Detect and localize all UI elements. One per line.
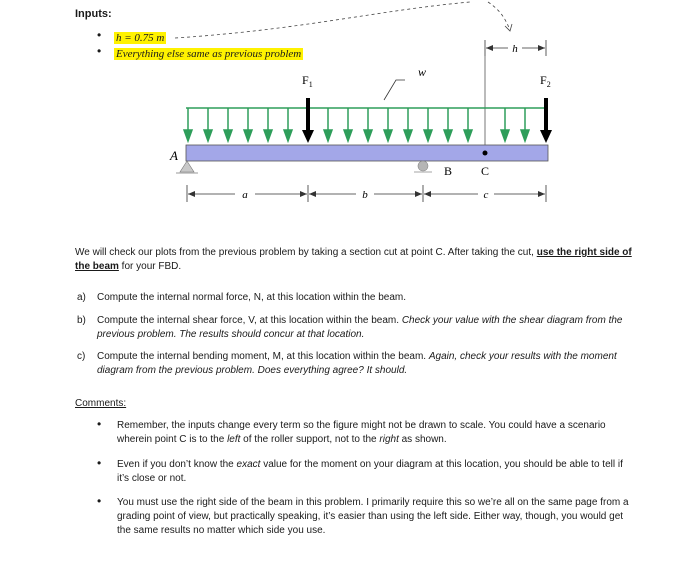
question-marker-b: b)	[77, 315, 86, 326]
question-b-text: Compute the internal shear force, V, at this location within the beam.	[97, 315, 402, 326]
w-leader	[384, 80, 405, 100]
h-label: h	[512, 43, 518, 55]
c-dim-arrow-right	[538, 191, 545, 197]
f2-arrow-head	[540, 130, 552, 143]
question-b	[97, 314, 627, 342]
f2-label: $F_2$	[540, 73, 551, 89]
comment-item-1	[117, 419, 629, 447]
question-c-text: Compute the internal bending moment, M, at this location within the beam.	[97, 351, 429, 362]
c-dim-arrow-left	[424, 191, 431, 197]
b-point-label: B	[444, 164, 453, 178]
comment-1-italic-right: right	[379, 434, 399, 445]
pin-support-a	[180, 161, 194, 172]
comment-2-text-2: value for the moment on your diagram at this location, you should be able to tell if it’s close or not.	[117, 459, 623, 484]
question-marker-a: a)	[77, 292, 86, 303]
a-point-label: A	[170, 148, 178, 163]
callout-arrowhead	[505, 24, 512, 31]
f1-arrow-head	[302, 130, 314, 143]
question-a	[97, 291, 627, 305]
comment-3-text: You must use the right side of the beam in this problem. I primarily require this so we’re all on the same page from a grading point of view, but practically speaking, it’s easier than using the left side. Either way, though, you would get the same results no matter which side you use.	[117, 497, 629, 536]
w-label: w	[418, 65, 427, 79]
intro-emphasis: use the right side of the beam	[75, 247, 632, 272]
callout-curve	[175, 2, 470, 38]
intro-paragraph	[75, 246, 635, 274]
comment-1-italic-left: left	[227, 434, 241, 445]
a-dim-arrow-right	[300, 191, 307, 197]
point-c-marker	[483, 151, 488, 156]
inputs-heading: Inputs:	[75, 8, 112, 20]
input-item-else-text: Everything else same as previous problem	[116, 48, 302, 60]
comment-2-text: Even if you don’t know the	[117, 459, 237, 470]
comment-1-text-2: of the roller support, not to the	[240, 434, 380, 445]
bullet-icon: •	[97, 456, 102, 470]
intro-text-after: for your FBD.	[118, 261, 182, 272]
c-dim-label: c	[483, 189, 489, 201]
question-c	[97, 350, 627, 378]
h-dim-arrow-left	[486, 45, 493, 51]
comment-item-2	[117, 458, 629, 486]
beam	[186, 145, 548, 161]
b-dim-label: b	[362, 189, 368, 201]
roller-support-b	[418, 161, 428, 171]
bullet-icon: •	[97, 494, 102, 508]
question-a-text: Compute the internal normal force, N, at this location within the beam.	[97, 292, 407, 303]
input-item-h-text: h = 0.75 m	[116, 32, 165, 44]
beam-figure	[0, 0, 700, 215]
question-c-italic: Again, check your results with the moment diagram from the previous problem. Does everything agree? It should.	[97, 351, 617, 376]
comment-item-3	[117, 496, 629, 538]
f1-label: $F_1$	[302, 73, 313, 89]
bullet-icon: •	[97, 44, 102, 58]
distributed-load-arrows	[184, 108, 529, 141]
question-b-italic: Check your value with the shear diagram from the previous problem. The results should concur at that location.	[97, 315, 623, 340]
b-dim-arrow-right	[415, 191, 422, 197]
h-dim-arrow-right	[538, 45, 545, 51]
intro-text: We will check our plots from the previous problem by taking a section cut at point C. After taking the cut,	[75, 247, 537, 258]
comment-1-text-3: as shown.	[398, 434, 447, 445]
a-dim-arrow-left	[188, 191, 195, 197]
callout-curve-right	[488, 2, 510, 30]
comment-2-italic: exact	[236, 459, 261, 470]
question-marker-c: c)	[77, 351, 86, 362]
bullet-icon: •	[97, 417, 102, 431]
comment-1-text: Remember, the inputs change every term so the figure might not be drawn to scale. You could have a scenario wherein point C is to the	[117, 420, 606, 445]
b-dim-arrow-left	[309, 191, 316, 197]
bullet-icon: •	[97, 28, 102, 42]
a-dim-label: a	[242, 189, 248, 201]
comments-heading: Comments:	[75, 398, 127, 409]
c-point-label: C	[481, 164, 490, 178]
